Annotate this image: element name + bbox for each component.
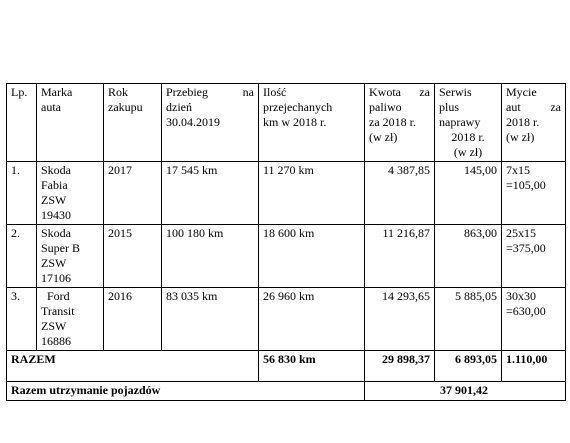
header-ilosc: Ilość przejechanych km w 2018 r. xyxy=(259,84,365,162)
total-ilosc: 56 830 km xyxy=(259,351,365,382)
table-row xyxy=(7,288,566,351)
maintenance-total-label: Razem utrzymanie pojazdów xyxy=(7,382,365,401)
header-rok: Rok zakupu xyxy=(104,84,162,162)
cell-marka: Skoda Fabia ZSW 19430 xyxy=(37,162,104,225)
total-kwota: 29 898,37 xyxy=(365,351,435,382)
cell-rok: 2015 xyxy=(104,225,162,288)
maintenance-total-value: 37 901,42 xyxy=(365,382,566,401)
cell-mycie: 7x15 =105,00 xyxy=(502,162,566,225)
cell-lp: 3. xyxy=(7,288,37,351)
cell-rok: 2017 xyxy=(104,162,162,225)
vehicle-cost-table xyxy=(6,83,566,401)
cell-przebieg: 100 180 km xyxy=(162,225,259,288)
cell-przebieg: 83 035 km xyxy=(162,288,259,351)
cell-ilosc: 26 960 km xyxy=(259,288,365,351)
cell-ilosc: 11 270 km xyxy=(259,162,365,225)
header-serwis: Serwis plus naprawy 2018 r. (w zł) xyxy=(435,84,502,162)
cell-lp: 1. xyxy=(7,162,37,225)
header-marka: Marka auta xyxy=(37,84,104,162)
header-mycie: Mycie aut za 2018 r. (w zł) xyxy=(502,84,566,162)
table-row xyxy=(7,162,566,225)
cell-mycie: 25x15 =375,00 xyxy=(502,225,566,288)
cell-przebieg: 17 545 km xyxy=(162,162,259,225)
total-row xyxy=(7,351,566,382)
cell-serwis: 863,00 xyxy=(435,225,502,288)
header-lp: Lp. xyxy=(7,84,37,162)
cell-marka: Ford Transit ZSW 16886 xyxy=(37,288,104,351)
table-row xyxy=(7,225,566,288)
cell-mycie: 30x30 =630,00 xyxy=(502,288,566,351)
cell-serwis: 5 885,05 xyxy=(435,288,502,351)
cell-kwota: 4 387,85 xyxy=(365,162,435,225)
total-label: RAZEM xyxy=(7,351,259,382)
cell-ilosc: 18 600 km xyxy=(259,225,365,288)
cell-lp: 2. xyxy=(7,225,37,288)
header-row xyxy=(7,84,566,162)
header-przebieg: Przebieg na dzień 30.04.2019 xyxy=(162,84,259,162)
total-serwis: 6 893,05 xyxy=(435,351,502,382)
cell-kwota: 11 216,87 xyxy=(365,225,435,288)
header-kwota: Kwota za paliwo za 2018 r. (w zł) xyxy=(365,84,435,162)
cell-rok: 2016 xyxy=(104,288,162,351)
cell-serwis: 145,00 xyxy=(435,162,502,225)
cell-kwota: 14 293,65 xyxy=(365,288,435,351)
cell-marka: Skoda Super B ZSW 17106 xyxy=(37,225,104,288)
maintenance-total-row xyxy=(7,382,566,401)
total-mycie: 1.110,00 xyxy=(502,351,566,382)
